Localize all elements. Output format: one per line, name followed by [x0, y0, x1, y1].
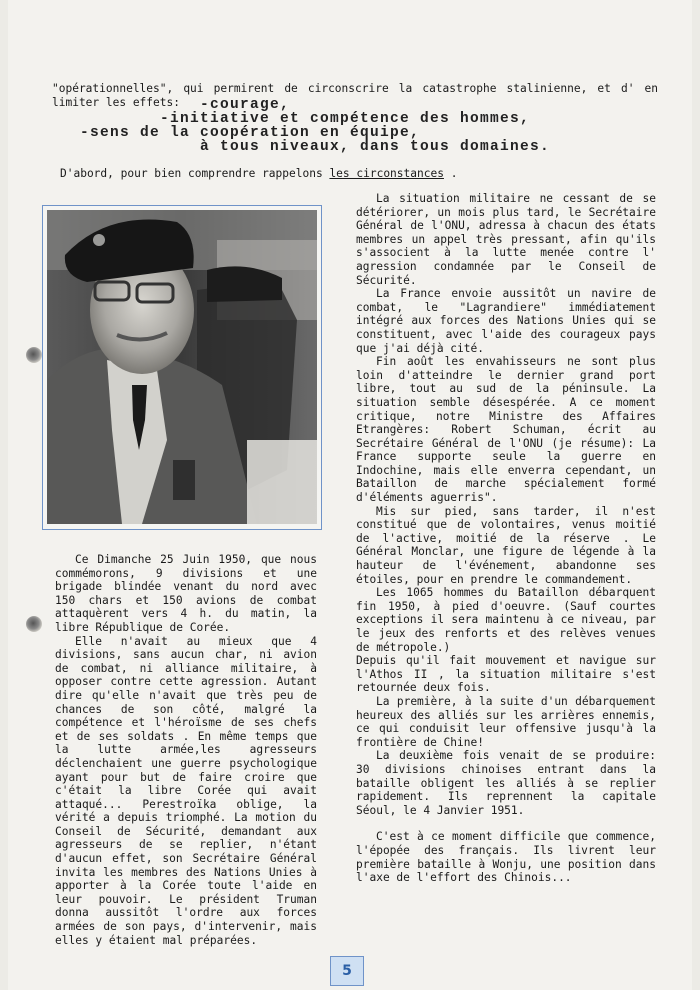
slogan-cooperation: -sens de la coopération en équipe,: [80, 125, 421, 141]
photo-frame: [42, 205, 322, 530]
right-column: [356, 192, 656, 885]
intro-paragraph: "opérationnelles", qui permirent de circonscrire la catastrophe stalinienne, et d' en limiter les effets:: [52, 82, 658, 109]
dabord-text: D'abord, pour bien comprendre rappelons: [60, 167, 323, 180]
right-paragraph: La première, à la suite d'un débarquement heureux des alliés sur les arrières ennemis, ce qui conduisit leur offensive jusqu'à la frontière de Chine!: [356, 694, 656, 749]
veteran-portrait-photo: [47, 210, 317, 524]
circonstances-underlined: les circonstances: [329, 167, 444, 180]
left-paragraph: Elle n'avait au mieux que 4 divisions, sans aucun char, ni avion de combat, ni alliance militaire, à opposer contre cette agression. Autant dire qu'elle n'avait que très peu de chances de son côté, malgré la compétence et l'héroïsme de ses chefs et de ses soldats . En même temps que la lutte armée,les agresseurs déclenchaient une guerre psychologique ayant pour but de faire croire que c'était la libre Corée qui avait attaqué... Perestroïka oblige, la vérité a depuis triomphé. La motion du Conseil de Sécurité, demandant aux agresseurs de se replier, n'étant d'aucun effet, son Secrétaire Général invita les membres des Nations Unies à apporter à la Corée toute l'aide en leur pouvoir. Le président Truman donna aussitôt l'ordre aux forces armées de son pays, d'intervenir, mais elles y étaient mal préparées.: [55, 634, 317, 947]
right-paragraph: Mis sur pied, sans tarder, il n'est constitué que de volontaires, venus moitié de l'active, moitié de la réserve . Le Général Monclar, une figure de légende à la hauteur de l'événement, abandonne ses étoiles, pour en prendre le commandement.: [356, 504, 656, 586]
slogan-niveaux: à tous niveaux, dans tous domaines.: [200, 139, 551, 155]
slogan-courage: -courage,: [200, 97, 291, 113]
punch-hole-top: [26, 347, 42, 363]
right-paragraph: C'est à ce moment difficile que commence, l'épopée des français. Ils livrent leur première bataille à Wonju, une position dans l'axe de l'effort des Chinois...: [356, 830, 656, 885]
dabord-line: [60, 167, 560, 181]
slogan-initiative: -initiative et compétence des hommes,: [160, 111, 531, 127]
left-column: [55, 553, 317, 947]
right-paragraph: Depuis qu'il fait mouvement et navigue sur l'Athos II , la situation militaire s'est retournée deux fois.: [356, 654, 656, 695]
left-paragraph: Ce Dimanche 25 Juin 1950, que nous commémorons, 9 divisions et une brigade blindée venant du nord avec 150 chars et 150 avions de combat attaquèrent vers 4 h. du matin, la libre République de Corée.: [55, 553, 317, 634]
right-paragraph: La France envoie aussitôt un navire de combat, le "Lagrandiere" immédiatement intégré aux forces des Nations Unies qui se constituent, avec l'aide des courageux pays que j'ai déjà cité.: [356, 287, 656, 355]
punch-hole-bottom: [26, 616, 42, 632]
page-number: 5: [330, 956, 364, 986]
right-paragraph: La deuxième fois venait de se produire: 30 divisions chinoises entrant dans la bataille obligent les alliés à se replier rapidement. Ils reprennent la capitale Séoul, le 4 Janvier 1951.: [356, 749, 656, 817]
right-paragraph: Les 1065 hommes du Bataillon débarquent fin 1950, à pied d'oeuvre. (Sauf courtes exceptions il sera maintenu à ce niveau, par le jeux des renforts et des relèves venues de métropole.): [356, 586, 656, 654]
right-paragraph: Fin août les envahisseurs ne sont plus loin d'atteindre le dernier grand port libre, tout au sud de la péninsule. La situation semble désespérée. A ce moment critique, notre Ministre des Affaires Etrangères: Robert Schuman, écrit au Secrétaire Général de l'ONU (je résume): La France supporte seule la guerre en Indochine, mais elle enverra cependant, un Bataillon de marche spécialement formé d'éléments aguerris".: [356, 355, 656, 505]
right-paragraph: La situation militaire ne cessant de se détériorer, un mois plus tard, le Secrétaire Général de l'ONU, adressa à chacun des états membres un appel très pressant, afin qu'ils s'associent à la lutte menée contre l' agression condamnée par le Conseil de Sécurité.: [356, 192, 656, 287]
dabord-end: .: [450, 167, 458, 180]
